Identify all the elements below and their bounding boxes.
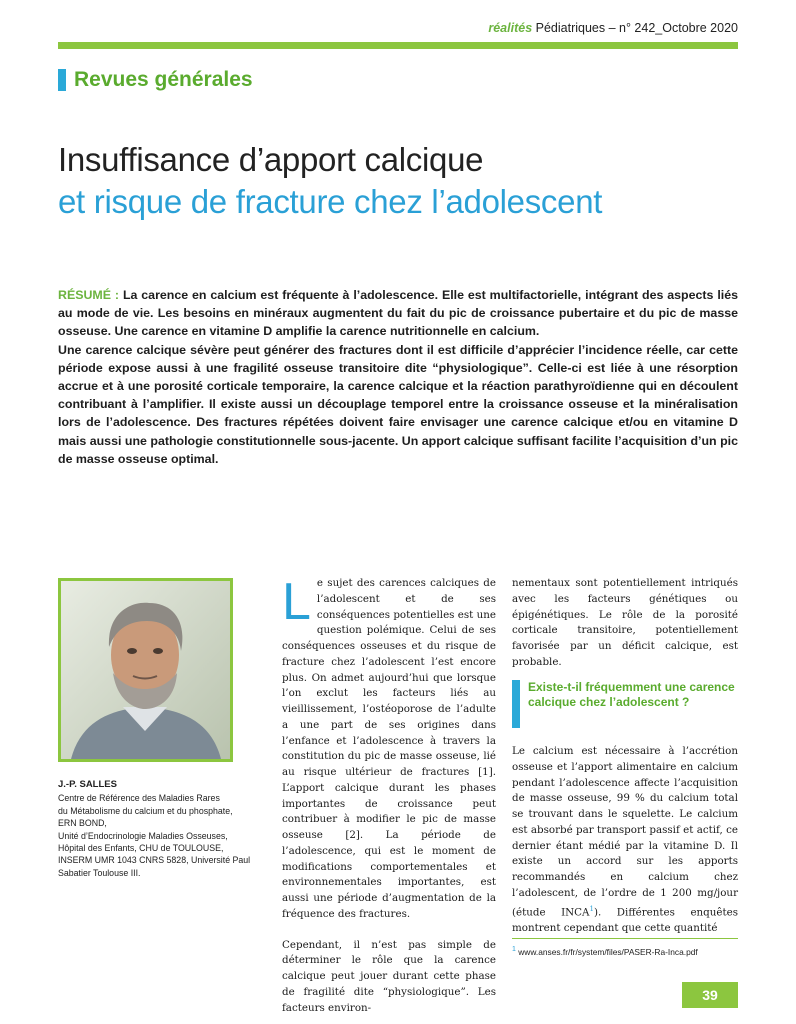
drop-cap: L	[282, 573, 311, 631]
running-header	[488, 21, 738, 35]
subheading	[512, 680, 738, 728]
author-portrait	[61, 581, 230, 759]
body-paragraph: nementaux sont potentiellement intriqués avec les facteurs génétiques ou épigénétiques. Le rôle de la porosité corticale transitoire, potentiellement favorisée par un déficit calcique, est probable.	[512, 577, 738, 668]
abstract-paragraph-1	[58, 286, 738, 341]
page-number: 39	[682, 982, 738, 1008]
subheading-text: Existe-t-il fréquemment une carence calcique chez l’adolescent ?	[528, 680, 735, 709]
section-marker	[58, 69, 66, 91]
header-rule	[58, 42, 738, 49]
affiliation-line: du Métabolisme du calcium et du phosphate,	[58, 805, 233, 816]
footnote-ref: 1	[589, 904, 594, 913]
author-photo	[58, 578, 233, 762]
abstract-text-1: La carence en calcium est fréquente à l’adolescence. Elle est multifactorielle, intégrant des aspects liés au mode de vie. Les besoins en minéraux augmentent du fait du pic de croissance pubertaire et du pic de masse osseuse. Une carence en vitamine D amplifie la carence nutritionnelle en calcium.	[58, 288, 738, 339]
body-text: e sujet des carences calciques de l’adolescent et de ses conséquences potentielles est une question polémique. Celui de ses conséquences osseuses et du risque de fracture chez l’adolescent l’est encore plus. On admet aujourd’hui que lorsque l’on exclut les facteurs liés au vieillissement, l’ostéoporose de l’adulte a une part de ses origines dans l’enfance et l’adolescence à travers la constitution du pic de masse osseuse, lié au risque ultérieur de fractures [1]. L’apport calcique durant les phases importantes de croissance peut contribuer à modifier le pic de masse osseuse [2]. La période de l’adolescence, qui est le moment de modifications comportementales et environnementales importantes, est aussi une période d’augmentation de la fréquence des fractures.	[282, 577, 496, 920]
affiliation-line: Unité d’Endocrinologie Maladies Osseuses,	[58, 830, 228, 841]
affiliation-line: ERN BOND,	[58, 818, 107, 829]
body-text: ). Différentes enquêtes montrent cependant que cette quantité	[512, 905, 739, 934]
footnote-link[interactable]: www.anses.fr/fr/system/files/PASER-Ra-Inca.pdf	[518, 946, 698, 957]
body-column-2-continued	[512, 744, 738, 951]
issue-info: Pédiatriques – n° 242_Octobre 2020	[535, 21, 738, 35]
body-text: Le calcium est nécessaire à l’accrétion osseuse et l’apport alimentaire en calcium pendant l’adolescence affecte l’acquisition de masse osseuse, 99 % du calcium total se trouvant dans le squelette. Le calcium est absorbé par transport passif et actif, ce dernier étant médié par la vitamine D. Il existe un accord sur les apports recommandés en calcium chez l’adolescent, de l’ordre de 1 200 mg/jour (étude INCA	[512, 745, 738, 918]
body-paragraph: Cependant, il n’est pas simple de déterminer le rôle que la carence calcique peut jouer durant cette phase de fragilité dite “physiologique”. Les facteurs environ-	[282, 938, 496, 1014]
subheading-marker	[512, 680, 520, 728]
article-title-line2: et risque de fracture chez l’adolescent	[58, 183, 603, 220]
section-heading	[58, 68, 253, 92]
abstract	[58, 286, 738, 468]
body-paragraph	[512, 744, 738, 936]
affiliation-line: Hôpital des Enfants, CHU de TOULOUSE,	[58, 843, 224, 854]
affiliation-line: Sabatier Toulouse III.	[58, 867, 141, 878]
abstract-paragraph-2: Une carence calcique sévère peut générer des fractures dont il est difficile d’apprécier l’incidence réelle, car cette période expose aussi à une fragilité osseuse transitoire dite “physiologique”. Celle-ci est liée à une résorption accrue et à une porosité corticale temporaire, la carence calcique et la réaction parathyroïdienne qui en découlent contribuant à l’amplifier. Il existe aussi un découplage temporel entre la croissance osseuse et la minéralisation lors de l’adolescence. Des fractures répétées doivent faire envisager une carence calcique et/ou en vitamine D mais aussi une pathologie constitutionnelle sous-jacente. Un apport calcique suffisant facilite l’acquisition d’un pic de masse osseuse optimal.	[58, 342, 738, 466]
body-paragraph	[282, 573, 496, 923]
footnote-rule	[512, 938, 738, 939]
author-block	[58, 779, 268, 879]
abstract-keyword: RÉSUMÉ :	[58, 288, 120, 302]
section-label: Revues générales	[74, 68, 253, 91]
footnote-marker: 1	[512, 946, 516, 953]
article-title-line1: Insuffisance d’apport calcique	[58, 141, 484, 178]
footnote	[512, 946, 738, 957]
body-column-1	[282, 573, 496, 1024]
author-name: J.-P. SALLES	[58, 779, 117, 790]
affiliation-line: Centre de Référence des Maladies Rares	[58, 793, 220, 804]
affiliation-line: INSERM UMR 1043 CNRS 5828, Université Paul	[58, 855, 251, 866]
journal-name: réalités	[488, 21, 533, 35]
body-column-2	[512, 576, 738, 686]
